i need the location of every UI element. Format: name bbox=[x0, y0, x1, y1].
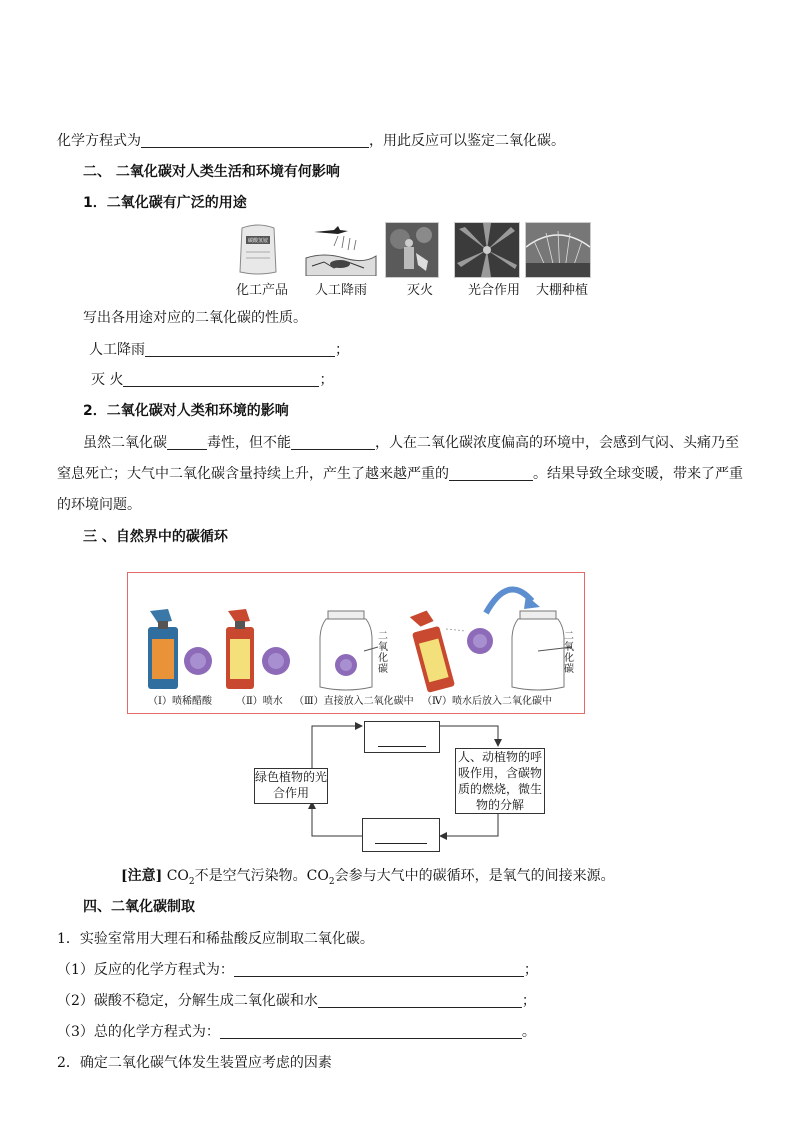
answer-blank[interactable] bbox=[378, 732, 426, 747]
text: 不是空气污染物。CO bbox=[194, 868, 329, 884]
properties-prompt: 写出各用途对应的二氧化碳的性质。 bbox=[83, 310, 307, 326]
answer-blank[interactable] bbox=[145, 342, 335, 357]
answer-blank[interactable] bbox=[141, 133, 369, 148]
text: 人工降雨 bbox=[89, 342, 145, 358]
fire-extinguisher-icon bbox=[385, 222, 439, 278]
experiment-caption-4: （Ⅳ）喷水后放入二氧化碳中 bbox=[422, 696, 552, 707]
answer-blank[interactable] bbox=[449, 466, 533, 481]
text: 会参与大气中的碳循环，是氧气的间接来源。 bbox=[334, 868, 615, 884]
question-3 bbox=[57, 1022, 536, 1042]
text: ，用此反应可以鉴定二氧化碳。 bbox=[369, 133, 565, 149]
flower-icon bbox=[262, 647, 290, 675]
jar-label: 二氧化碳 bbox=[378, 631, 388, 675]
spray-bottle-icon bbox=[148, 609, 178, 689]
flower-icon bbox=[184, 647, 212, 675]
fire-property-line bbox=[91, 370, 333, 390]
spray-bottle-icon bbox=[226, 609, 254, 689]
text: 化学方程式为 bbox=[57, 133, 141, 149]
subscript: 2 bbox=[188, 876, 195, 887]
bag-label: 碳酸氢铵 bbox=[247, 238, 269, 244]
note-line bbox=[121, 866, 615, 892]
subscript: 2 bbox=[328, 876, 335, 887]
text: ，人在二氧化碳浓度偏高的环境中，会感到气闷、头痛乃至 bbox=[375, 435, 739, 451]
text: 灭 火 bbox=[91, 372, 124, 388]
experiment-caption-1: （Ⅰ）喷稀醋酸 bbox=[148, 696, 212, 707]
text: 。结果导致全球变暖，带来了严重 bbox=[533, 466, 743, 482]
item-1: 1．实验室常用大理石和稀盐酸反应制取二氧化碳。 bbox=[57, 931, 374, 947]
answer-blank[interactable] bbox=[220, 1024, 522, 1039]
fertilizer-bag-icon bbox=[238, 222, 278, 276]
experiment-caption-3: （Ⅲ）直接放入二氧化碳中 bbox=[294, 696, 414, 707]
leaf-plant-icon bbox=[454, 222, 520, 278]
note-tag: [注意] bbox=[121, 868, 163, 884]
text: （3）总的化学方程式为： bbox=[57, 1024, 220, 1040]
section-2-title: 二、 二氧化碳对人类生活和环境有何影响 bbox=[83, 164, 340, 180]
section-4-title: 四、二氧化碳制取 bbox=[83, 899, 195, 915]
answer-blank[interactable] bbox=[291, 435, 375, 450]
text: 毒性，但不能 bbox=[207, 435, 291, 451]
cycle-bottom-box bbox=[362, 818, 440, 852]
answer-blank[interactable] bbox=[234, 962, 524, 977]
subheading-uses: 1．二氧化碳有广泛的用途 bbox=[83, 195, 247, 211]
section-3-title: 三 、自然界中的碳循环 bbox=[83, 529, 228, 545]
text: ； bbox=[523, 962, 538, 978]
jar-icon bbox=[512, 611, 572, 690]
caption-fire-fighting: 灭火 bbox=[407, 283, 434, 298]
text: （1）反应的化学方程式为： bbox=[57, 962, 234, 978]
effects-paragraph-line-1 bbox=[83, 433, 739, 453]
caption-photosynthesis: 光合作用 bbox=[468, 283, 521, 298]
experiment-figure bbox=[127, 572, 585, 714]
effects-paragraph-line-2 bbox=[57, 464, 743, 484]
caption-greenhouse: 大棚种植 bbox=[536, 283, 589, 298]
caption-artificial-rain: 人工降雨 bbox=[315, 283, 368, 298]
spray-bottle-icon bbox=[407, 608, 455, 693]
text: 。 bbox=[521, 1024, 536, 1040]
subheading-effects: 2．二氧化碳对人类和环境的影响 bbox=[83, 403, 289, 419]
text: CO bbox=[166, 868, 189, 884]
jar-icon bbox=[320, 611, 378, 690]
caption-chemical-products: 化工产品 bbox=[236, 283, 289, 298]
text: 窒息死亡；大气中二氧化碳含量持续上升，产生了越来越严重的 bbox=[57, 466, 449, 482]
question-2 bbox=[57, 991, 536, 1011]
answer-blank[interactable] bbox=[375, 829, 427, 844]
airplane-rain-icon bbox=[304, 222, 378, 276]
answer-blank[interactable] bbox=[123, 372, 319, 387]
item-2: 2．确定二氧化碳气体发生装置应考虑的因素 bbox=[57, 1055, 332, 1071]
text: 虽然二氧化碳 bbox=[83, 435, 167, 451]
effects-paragraph-line-3: 的环境问题。 bbox=[57, 497, 141, 513]
experiment-caption-2: （Ⅱ）喷水 bbox=[236, 696, 283, 707]
text: ； bbox=[521, 993, 536, 1009]
question-1 bbox=[57, 960, 538, 980]
jar-label: 二氧化碳 bbox=[564, 631, 574, 675]
cycle-right-box: 人、动植物的呼吸作用，含碳物质的燃烧，微生物的分解 bbox=[455, 748, 545, 814]
cycle-left-box: 绿色植物的光合作用 bbox=[254, 768, 328, 804]
text: ； bbox=[335, 342, 349, 358]
greenhouse-icon bbox=[525, 222, 591, 278]
answer-blank[interactable] bbox=[318, 993, 522, 1008]
equation-line bbox=[57, 131, 565, 151]
answer-blank[interactable] bbox=[167, 435, 207, 450]
cycle-top-box bbox=[364, 721, 440, 753]
rain-property-line bbox=[89, 340, 349, 360]
flower-icon bbox=[467, 628, 493, 654]
text: ； bbox=[319, 372, 334, 388]
uses-image-row bbox=[238, 222, 598, 278]
text: （2）碳酸不稳定，分解生成二氧化碳和水 bbox=[57, 993, 318, 1009]
